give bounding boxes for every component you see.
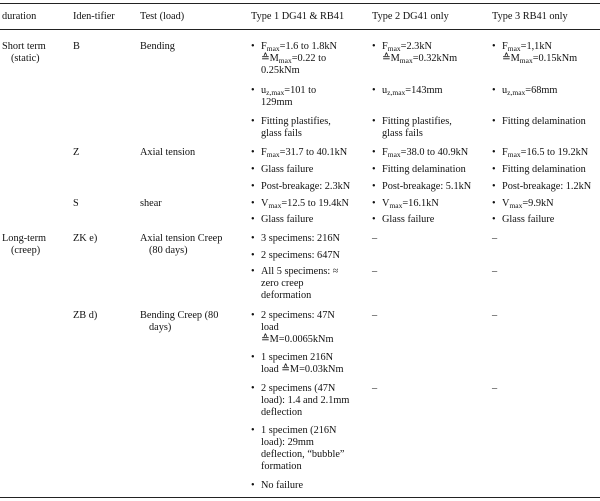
row-z-test: Axial tension (140, 147, 196, 158)
row-zb-t1-b1-3: ≙M=0.0065kNm (261, 334, 334, 345)
row-zk-test-2: (80 days) (149, 245, 188, 256)
row-b-t3-fmax: • $F_{max}=1,1kN$ (492, 41, 552, 53)
row-zb-id: ZB d) (73, 310, 98, 321)
row-b-test: Bending (140, 41, 175, 52)
row-b-t2-fmax: • $F_{max}=2.3kN$ (372, 41, 432, 53)
row-zb-t1-b1-2: load (261, 322, 279, 333)
row-s-t2-failure: • Glass failure (372, 214, 434, 226)
row-zb-t1-b4-4: formation (261, 461, 302, 472)
row-b-t2-fitting-2: glass fails (382, 128, 423, 139)
row-z-t1-fmax: • $F_{max}=31.7$ to 40.1kN (251, 147, 347, 159)
row-b-t3-uz: • $u_{z,max}=68mm$ (492, 85, 557, 97)
row-zb-t2-dash-2: – (372, 383, 378, 394)
row-zb-t1-b4-2: load): 29mm (261, 437, 314, 448)
row-zb-t1-b3-2: load): 1.4 and 2.1mm (261, 395, 350, 406)
row-b-id: B (73, 41, 80, 52)
row-zb-t1-b3: • 2 specimens (47N (251, 383, 335, 395)
row-s-t3-vmax: • $V_{max}=9.9kN$ (492, 198, 554, 210)
row-b-t2-uz: • $u_{z,max}=143mm$ (372, 85, 443, 97)
row-z-t1-postbreak: • Post-breakage: 2.3kN (251, 181, 350, 193)
row-zk-t3-dash-2: – (492, 266, 498, 277)
header-identifier: Iden-tifier (73, 11, 115, 22)
group-long-term: Long-term (2, 233, 47, 244)
row-zb-t1-b2-2: load ≙M=0.03kNm (261, 364, 344, 375)
row-zk-t2-dash-1: – (372, 233, 378, 244)
table-header-rule (0, 29, 600, 30)
header-test: Test (load) (140, 11, 185, 22)
header-type2: Type 2 DG41 only (372, 11, 449, 22)
row-b-t1-fitting-2: glass fails (261, 128, 302, 139)
row-zb-test-2: days) (149, 322, 172, 333)
group-long-term-sub: (creep) (11, 245, 41, 256)
row-z-t3-failure: • Fitting delamination (492, 164, 586, 176)
row-b-t3-fitting: • Fitting delamination (492, 116, 586, 128)
row-zk-t1-b3-2: zero creep (261, 278, 304, 289)
row-zb-t1-b3-3: deflection (261, 407, 303, 418)
row-b-t1-uz-2: 129mm (261, 97, 293, 108)
row-zk-id: ZK e) (73, 233, 98, 244)
row-b-t1-uz: • $u_{z,max}=101$ to (251, 85, 316, 97)
row-s-t2-vmax: • $V_{max}=16.1kN$ (372, 198, 439, 210)
header-duration: duration (2, 11, 37, 22)
row-z-t2-failure: • Fitting delamination (372, 164, 466, 176)
table-top-rule (0, 3, 600, 4)
row-zk-t1-b1: • 3 specimens: 216N (251, 233, 340, 245)
row-zb-t1-b2: • 1 specimen 216N (251, 352, 333, 364)
row-b-t3-mmax: $≙M_{max}=0.15kNm$ (502, 53, 578, 65)
row-zk-test: Axial tension Creep (140, 233, 223, 244)
row-zb-t1-b4: • 1 specimen (216N (251, 425, 337, 437)
row-zb-t3-dash-1: – (492, 310, 498, 321)
row-zb-t3-dash-2: – (492, 383, 498, 394)
row-b-t1-fitting: • Fitting plastifies, (251, 116, 331, 128)
row-s-id: S (73, 198, 79, 209)
row-z-t2-postbreak: • Post-breakage: 5.1kN (372, 181, 471, 193)
row-b-t2-mmax: $≙M_{max}=0.32kNm$ (382, 53, 458, 65)
row-zb-t1-b1: • 2 specimens: 47N (251, 310, 335, 322)
row-s-t1-vmax: • $V_{max}=12.5$ to 19.4kN (251, 198, 349, 210)
row-b-t1-mmax-2: 0.25kNm (261, 65, 300, 76)
row-s-t3-failure: • Glass failure (492, 214, 554, 226)
row-b-t1-fmax: • $F_{max}=1.6$ to 1.8kN (251, 41, 337, 53)
row-z-t2-fmax: • $F_{max}=38.0$ to 40.9kN (372, 147, 468, 159)
row-z-id: Z (73, 147, 80, 158)
row-zb-t1-b4-3: deflection, “bubble” (261, 449, 345, 460)
group-short-term: Short term (2, 41, 46, 52)
row-s-t1-failure: • Glass failure (251, 214, 313, 226)
header-type1: Type 1 DG41 & RB41 (251, 11, 345, 22)
row-z-t3-postbreak: • Post-breakage: 1.2kN (492, 181, 591, 193)
row-b-t1-mmax: $≙M_{max}=0.22$ to (261, 53, 327, 65)
row-zk-t2-dash-2: – (372, 266, 378, 277)
row-zk-t3-dash-1: – (492, 233, 498, 244)
row-zk-t1-b3: • All 5 specimens: ≈ (251, 266, 338, 278)
header-type3: Type 3 RB41 only (492, 11, 568, 22)
row-s-test: shear (140, 198, 162, 209)
row-b-t2-fitting: • Fitting plastifies, (372, 116, 452, 128)
row-zk-t1-b3-3: deformation (261, 290, 312, 301)
group-short-term-sub: (static) (11, 53, 40, 64)
row-zb-t2-dash-1: – (372, 310, 378, 321)
row-z-t1-failure: • Glass failure (251, 164, 313, 176)
row-zb-test: Bending Creep (80 (140, 310, 219, 321)
table-bottom-rule (0, 497, 600, 498)
row-z-t3-fmax: • $F_{max}=16.5$ to 19.2kN (492, 147, 588, 159)
row-zb-t1-b5: • No failure (251, 480, 303, 492)
row-zk-t1-b2: • 2 specimens: 647N (251, 250, 340, 262)
